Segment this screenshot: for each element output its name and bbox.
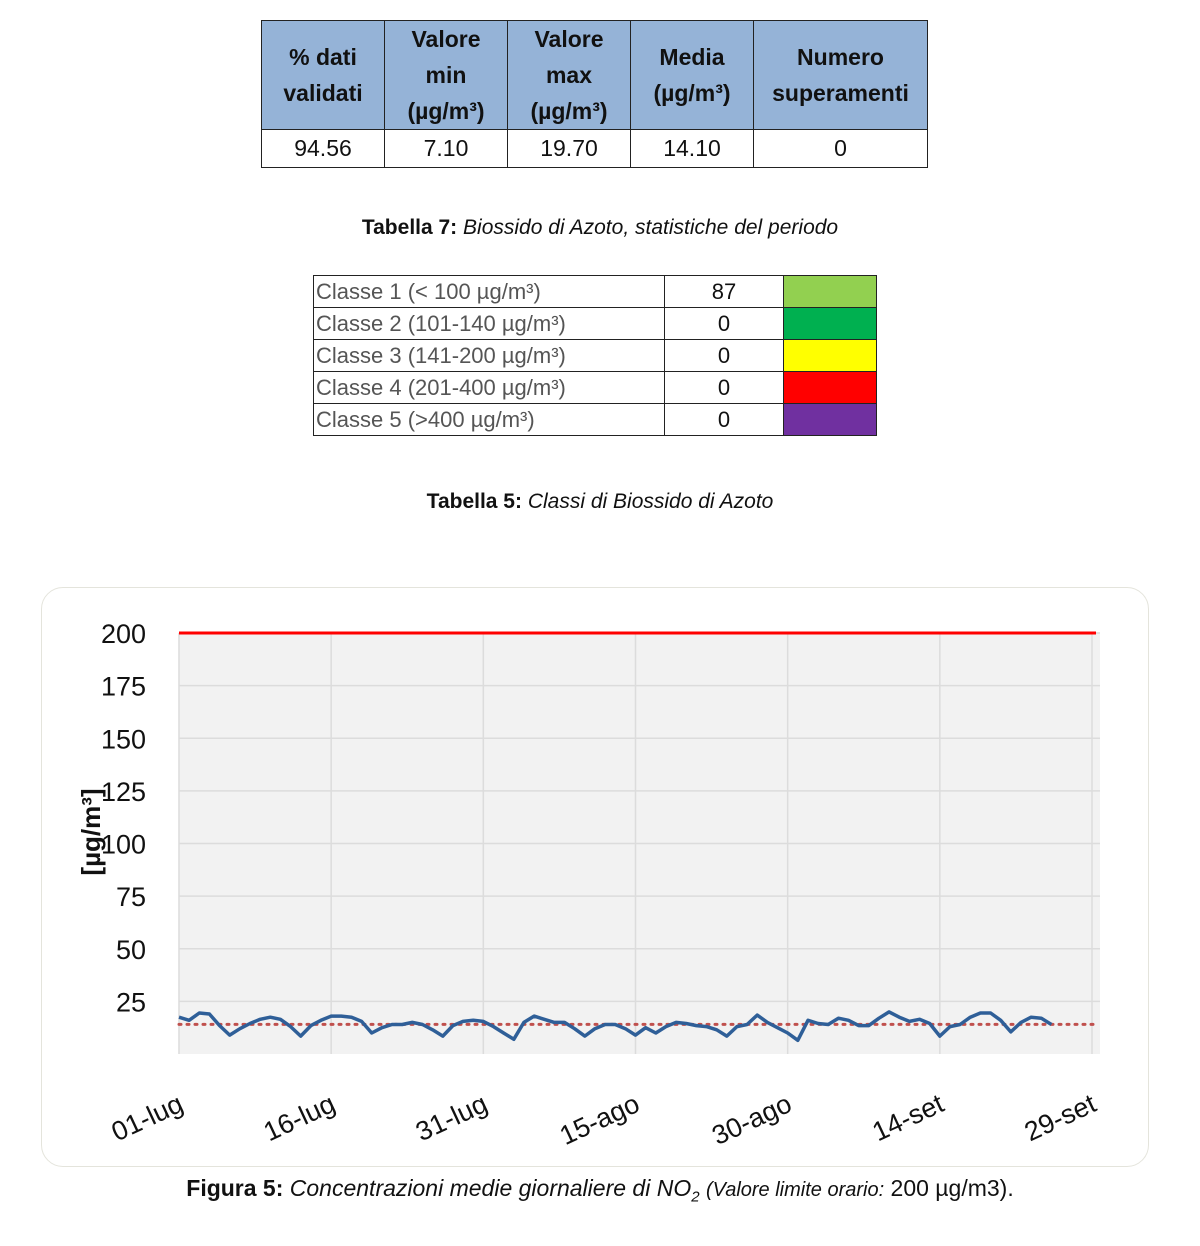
class-label: Classe 4 (201-400 µg/m³) [314,372,665,404]
stats-header-line: validati [283,80,363,106]
class-count: 0 [665,404,784,436]
y-tick-label: 125 [100,776,146,807]
stats-value-exceedances: 0 [754,130,928,168]
stats-value-validated: 94.56 [262,130,385,168]
stats-header-line: superamenti [772,80,909,106]
stats-value-min: 7.10 [385,130,508,168]
table5-caption-label: Tabella 5: [426,490,522,513]
stats-header-line: Media [659,44,725,70]
y-axis-label: [µg/m³] [76,788,106,876]
table5-caption-text: Classi di Biossido di Azoto [527,490,774,513]
class-label: Classe 1 (< 100 µg/m³) [314,276,665,308]
class-count: 0 [665,308,784,340]
stats-header-line: (µg/m³) [530,98,608,124]
x-tick-label: 14-set [867,1088,949,1148]
x-tick-label: 16-lug [258,1088,340,1148]
y-tick-label: 200 [100,619,146,649]
stats-header-line: (µg/m³) [653,80,731,106]
table7-caption-label: Tabella 7: [361,216,458,239]
class-label: Classe 5 (>400 µg/m³) [314,404,665,436]
y-tick-label: 150 [100,724,146,755]
figure-caption-subscript: 2 [691,1188,700,1206]
stats-value-mean: 14.10 [631,130,754,168]
x-tick-label: 31-lug [411,1088,492,1148]
stats-header-line: Valore [411,26,481,52]
stats-header-line: (µg/m³) [407,98,485,124]
x-tick-label: 30-ago [707,1088,797,1151]
figure-caption-note: (Valore limite orario: [705,1179,885,1201]
x-tick-label: 29-set [1019,1088,1101,1148]
stats-header-line: min [425,62,467,88]
class-count: 87 [665,276,784,308]
figure-caption-limit: 200 µg/m3). [890,1175,1014,1201]
figure-caption-text: Concentrazioni medie giornaliere di NO [289,1175,692,1201]
figure-caption-label: Figura 5: [186,1175,284,1201]
stats-header-line: max [545,62,593,88]
class-label: Classe 2 (101-140 µg/m³) [314,308,665,340]
stats-value-max: 19.70 [508,130,631,168]
stats-header-line: Valore [534,26,604,52]
table7-caption-text: Biossido di Azoto, statistiche del periodo [463,216,839,239]
stats-header-line: % dati [289,44,357,70]
y-tick-label: 75 [115,882,146,913]
stats-header-line: Numero [797,44,884,70]
class-label: Classe 3 (141-200 µg/m³) [314,340,665,372]
y-tick-label: 25 [115,987,146,1018]
x-tick-label: 15-ago [555,1088,645,1151]
y-tick-label: 50 [115,934,146,965]
figure-caption [0,1175,1200,1206]
class-count: 0 [665,372,784,404]
y-tick-label: 175 [100,671,146,702]
class-count: 0 [665,340,784,372]
x-tick-label: 01-lug [106,1088,188,1148]
y-tick-label: 100 [100,829,146,860]
